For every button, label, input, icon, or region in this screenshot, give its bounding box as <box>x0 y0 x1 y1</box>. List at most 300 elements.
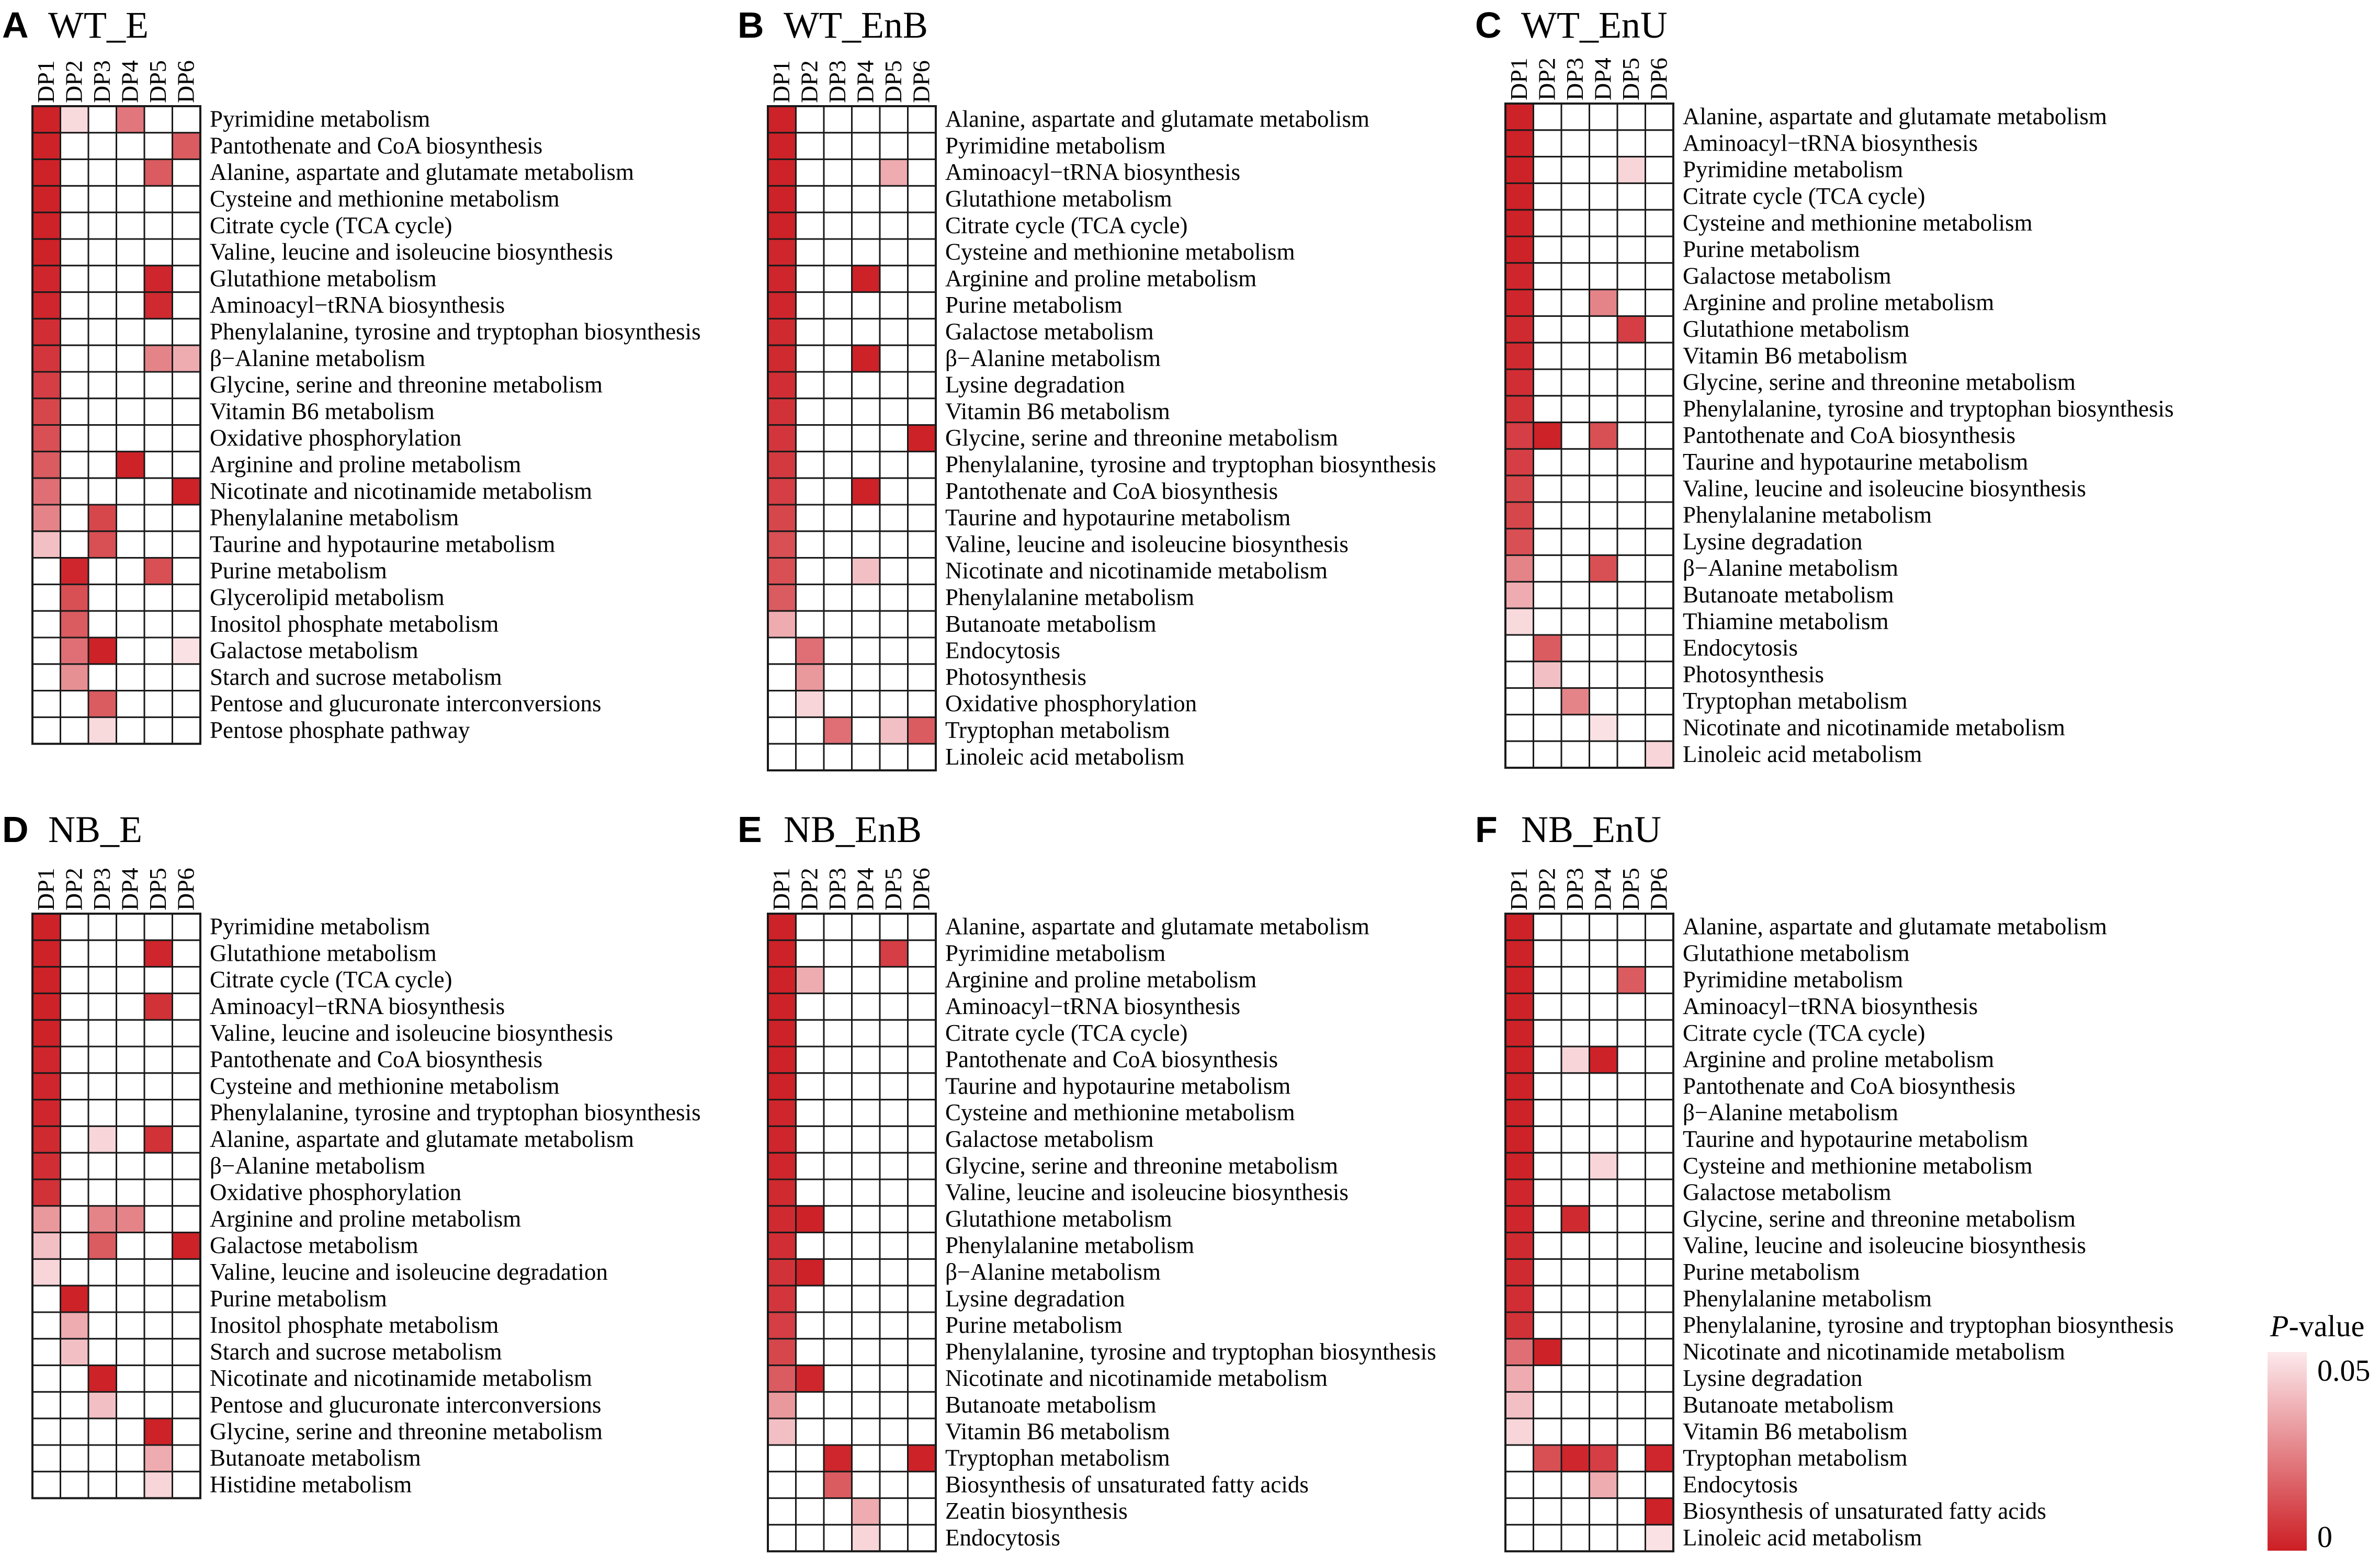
row-label: Purine metabolism <box>945 1312 1123 1338</box>
heatmap-cell <box>796 425 824 452</box>
heatmap-cell <box>32 1179 61 1206</box>
heatmap-cell <box>1534 316 1562 343</box>
heatmap-cell <box>768 1339 796 1366</box>
heatmap-cell <box>144 1206 173 1233</box>
heatmap-cell <box>144 967 173 994</box>
heatmap-cell <box>1617 608 1646 635</box>
heatmap-cell <box>1590 1498 1618 1525</box>
heatmap-cell <box>32 505 61 531</box>
row-label: Aminoacyl−tRNA biosynthesis <box>210 993 505 1020</box>
heatmap-cell <box>1590 1286 1618 1312</box>
heatmap-cell <box>1590 714 1618 741</box>
heatmap-cell <box>1646 369 1674 396</box>
heatmap-cell <box>1561 635 1590 662</box>
heatmap-cell <box>173 266 201 292</box>
heatmap-cell <box>852 505 880 531</box>
column-label: DP3 <box>823 60 851 103</box>
heatmap-cell <box>1617 1126 1646 1153</box>
heatmap-cell <box>796 584 824 611</box>
heatmap-cell <box>852 664 880 691</box>
heatmap-cell <box>824 1153 852 1179</box>
heatmap-cell <box>1505 104 1534 130</box>
row-label: Pantothenate and CoA biosynthesis <box>945 1046 1278 1073</box>
heatmap-cell <box>796 1073 824 1100</box>
heatmap-cell <box>117 1206 145 1233</box>
heatmap-cell <box>1617 449 1646 475</box>
heatmap-cell <box>1505 210 1534 236</box>
heatmap-cell <box>1505 1418 1534 1445</box>
heatmap-cell <box>88 638 117 664</box>
heatmap-cell <box>1590 316 1618 343</box>
heatmap-cell <box>144 1418 173 1445</box>
heatmap-cell <box>768 372 796 399</box>
heatmap-cell <box>768 584 796 611</box>
heatmap-cell <box>824 319 852 345</box>
row-label: Photosynthesis <box>945 664 1087 690</box>
heatmap-cell <box>32 664 61 691</box>
heatmap-cell <box>61 638 89 664</box>
heatmap-cell <box>1590 741 1618 768</box>
heatmap-cell <box>1505 157 1534 184</box>
row-label: Alanine, aspartate and glutamate metabolism <box>210 1126 634 1153</box>
heatmap-cell <box>32 584 61 611</box>
heatmap-cell <box>852 717 880 744</box>
heatmap-cell <box>117 1418 145 1445</box>
heatmap-cell <box>852 1153 880 1179</box>
heatmap-cell <box>32 531 61 558</box>
heatmap-cell <box>144 1392 173 1418</box>
heatmap-cell <box>796 744 824 770</box>
heatmap-cell <box>824 1047 852 1073</box>
heatmap-cell <box>796 993 824 1020</box>
heatmap-cell <box>144 1259 173 1286</box>
heatmap-cell <box>880 1392 908 1418</box>
heatmap-cell <box>824 1312 852 1339</box>
heatmap-cell <box>173 186 201 212</box>
heatmap-cell <box>908 914 936 940</box>
row-label: Nicotinate and nicotinamide metabolism <box>945 1365 1328 1392</box>
row-label: Pantothenate and CoA biosynthesis <box>210 132 543 159</box>
heatmap-cell <box>88 1126 117 1153</box>
heatmap-cell <box>796 106 824 133</box>
row-label: Inositol phosphate metabolism <box>210 610 499 637</box>
heatmap-cell <box>824 638 852 664</box>
heatmap-cell <box>1505 343 1534 369</box>
heatmap-cell <box>908 1339 936 1366</box>
heatmap-cell <box>32 186 61 212</box>
heatmap-cell <box>1505 1286 1534 1312</box>
heatmap-cell <box>32 1153 61 1179</box>
heatmap-cell <box>1505 914 1534 940</box>
heatmap-cell <box>1534 1073 1562 1100</box>
row-label: Vitamin B6 metabolism <box>945 398 1170 425</box>
heatmap-cell <box>1505 130 1534 157</box>
heatmap-cell <box>88 451 117 478</box>
heatmap-cell <box>1646 130 1674 157</box>
heatmap-cell <box>824 186 852 212</box>
row-label: Taurine and hypotaurine metabolism <box>945 1073 1291 1099</box>
heatmap-cell <box>796 478 824 505</box>
heatmap-cell <box>852 266 880 292</box>
column-label: DP2 <box>796 60 823 103</box>
heatmap-cell <box>768 266 796 292</box>
heatmap-cell <box>144 372 173 399</box>
heatmap-cell <box>173 372 201 399</box>
row-label: Taurine and hypotaurine metabolism <box>210 531 556 558</box>
heatmap-cell <box>32 133 61 160</box>
heatmap-cell <box>908 1126 936 1153</box>
heatmap-cell <box>1561 1339 1590 1366</box>
heatmap-cell <box>1646 236 1674 263</box>
heatmap-cell <box>1617 1100 1646 1127</box>
heatmap-cell <box>144 1020 173 1047</box>
heatmap-cell <box>824 940 852 967</box>
row-label: Citrate cycle (TCA cycle) <box>945 1019 1188 1046</box>
heatmap-cell <box>852 993 880 1020</box>
heatmap-cell <box>88 1366 117 1392</box>
heatmap-cell <box>144 425 173 452</box>
heatmap-cell <box>1617 157 1646 184</box>
heatmap-cell <box>1617 290 1646 316</box>
heatmap-cell <box>1561 1498 1590 1525</box>
heatmap-cell <box>1534 475 1562 502</box>
heatmap-cell <box>852 744 880 770</box>
heatmap-cell <box>1505 993 1534 1020</box>
heatmap-cell <box>880 451 908 478</box>
heatmap-cell <box>1534 290 1562 316</box>
heatmap-cell <box>1646 940 1674 967</box>
heatmap-cell <box>61 1153 89 1179</box>
column-label: DP5 <box>1617 58 1644 100</box>
heatmap-cell <box>768 1206 796 1233</box>
heatmap-cell <box>173 1100 201 1127</box>
heatmap-cell <box>1646 1392 1674 1418</box>
heatmap-cell <box>88 372 117 399</box>
heatmap-cell <box>1617 741 1646 768</box>
heatmap-cell <box>1617 1366 1646 1392</box>
row-label: β−Alanine metabolism <box>945 345 1161 371</box>
heatmap-cell <box>880 478 908 505</box>
heatmap-cell <box>880 914 908 940</box>
heatmap-cell <box>117 1020 145 1047</box>
row-label: Pyrimidine metabolism <box>1683 156 1903 183</box>
heatmap-cell <box>908 186 936 212</box>
heatmap-cell <box>1590 688 1618 715</box>
heatmap-cell <box>852 239 880 266</box>
heatmap-cell <box>61 1418 89 1445</box>
heatmap-cell <box>824 1392 852 1418</box>
column-label: DP6 <box>908 60 935 103</box>
panel-title: WT_EnB <box>784 4 928 46</box>
heatmap-cell <box>32 1339 61 1366</box>
heatmap-cell <box>88 266 117 292</box>
row-label: Cysteine and methionine metabolism <box>1683 1152 2033 1179</box>
heatmap-cell <box>1617 529 1646 555</box>
heatmap-cell <box>908 1259 936 1286</box>
heatmap-cell <box>1617 914 1646 940</box>
heatmap-cell <box>144 1153 173 1179</box>
heatmap-cell <box>1505 1179 1534 1206</box>
heatmap-cell <box>908 505 936 531</box>
heatmap-cell <box>1617 1418 1646 1445</box>
heatmap-cell <box>824 425 852 452</box>
heatmap-cell <box>824 1179 852 1206</box>
heatmap-cell <box>824 160 852 186</box>
heatmap-cell <box>88 940 117 967</box>
heatmap-cell <box>117 372 145 399</box>
heatmap-cell <box>880 967 908 994</box>
heatmap-cell <box>1590 236 1618 263</box>
row-label: Vitamin B6 metabolism <box>1683 342 1908 369</box>
heatmap-cell <box>1561 1525 1590 1551</box>
row-label: Lysine degradation <box>1683 528 1863 555</box>
heatmap-cell <box>1617 130 1646 157</box>
heatmap-cell <box>796 1339 824 1366</box>
heatmap-cell <box>1646 316 1674 343</box>
heatmap-cell <box>908 584 936 611</box>
heatmap-cell <box>1590 993 1618 1020</box>
heatmap-cell <box>88 993 117 1020</box>
heatmap-cell <box>61 1286 89 1312</box>
row-label: Arginine and proline metabolism <box>210 451 522 478</box>
heatmap-cell <box>880 1366 908 1392</box>
heatmap-cell <box>173 1392 201 1418</box>
heatmap-cell <box>61 1206 89 1233</box>
heatmap-cell <box>1617 263 1646 290</box>
heatmap-cell <box>1617 1233 1646 1259</box>
heatmap-cell <box>908 133 936 160</box>
heatmap-cell <box>61 1445 89 1472</box>
column-label: DP6 <box>1645 58 1672 100</box>
heatmap-cell <box>1646 157 1674 184</box>
heatmap-cell <box>880 505 908 531</box>
row-label: Galactose metabolism <box>945 319 1154 345</box>
heatmap-cell <box>908 1525 936 1551</box>
heatmap-cell <box>61 1233 89 1259</box>
heatmap-cell <box>880 1206 908 1233</box>
row-label: Phenylalanine, tyrosine and tryptophan biosynthesis <box>1683 395 2174 422</box>
heatmap-cell <box>1590 423 1618 449</box>
heatmap-cell <box>88 345 117 372</box>
heatmap-cell <box>117 1259 145 1286</box>
row-label: Lysine degradation <box>945 1285 1125 1312</box>
heatmap-cell <box>768 319 796 345</box>
column-label: DP1 <box>767 60 795 103</box>
heatmap-cell <box>1534 741 1562 768</box>
heatmap-cell <box>852 1259 880 1286</box>
heatmap-cell <box>1561 183 1590 210</box>
column-label: DP1 <box>767 868 795 911</box>
heatmap-cell <box>880 1233 908 1259</box>
heatmap-cell <box>908 1233 936 1259</box>
heatmap-cell <box>1646 1206 1674 1233</box>
heatmap-cell <box>1561 1312 1590 1339</box>
heatmap-cell <box>1505 555 1534 582</box>
heatmap-cell <box>908 1073 936 1100</box>
row-label: Cysteine and methionine metabolism <box>1683 209 2033 236</box>
heatmap-cell <box>61 664 89 691</box>
column-label: DP1 <box>32 868 59 911</box>
heatmap-cell <box>1646 449 1674 475</box>
row-label: Citrate cycle (TCA cycle) <box>945 212 1188 238</box>
heatmap-cell <box>117 451 145 478</box>
heatmap-cell <box>1617 688 1646 715</box>
heatmap-cell <box>88 292 117 319</box>
heatmap-cell <box>1617 1312 1646 1339</box>
heatmap-cell <box>1505 1047 1534 1073</box>
heatmap-cell <box>117 345 145 372</box>
heatmap-cell <box>852 1498 880 1525</box>
heatmap-cell <box>768 451 796 478</box>
heatmap-cell <box>144 478 173 505</box>
heatmap-cell <box>768 558 796 585</box>
heatmap-cell <box>824 914 852 940</box>
column-label: DP5 <box>879 868 906 911</box>
heatmap-cell <box>173 1286 201 1312</box>
heatmap-cell <box>1617 1472 1646 1498</box>
heatmap-cell <box>1590 1392 1618 1418</box>
column-label: DP5 <box>879 60 906 103</box>
heatmap-cell <box>117 1366 145 1392</box>
heatmap-cell <box>173 584 201 611</box>
heatmap-cell <box>32 1445 61 1472</box>
heatmap-cell <box>908 372 936 399</box>
heatmap-cell <box>1534 967 1562 994</box>
heatmap-cell <box>173 319 201 345</box>
row-label: Oxidative phosphorylation <box>210 425 462 451</box>
heatmap-cell <box>880 1418 908 1445</box>
heatmap-cell <box>1646 1233 1674 1259</box>
row-label: Purine metabolism <box>210 1285 387 1312</box>
heatmap-cell <box>852 1073 880 1100</box>
row-label: Arginine and proline metabolism <box>1683 289 1994 316</box>
heatmap-cell <box>880 1259 908 1286</box>
heatmap-cell <box>144 993 173 1020</box>
heatmap-cell <box>824 1286 852 1312</box>
heatmap-cell <box>32 1126 61 1153</box>
heatmap-cell <box>173 1366 201 1392</box>
row-label: Taurine and hypotaurine metabolism <box>945 504 1291 531</box>
heatmap-cell <box>908 1153 936 1179</box>
heatmap-cell <box>32 1233 61 1259</box>
column-label: DP6 <box>172 60 199 103</box>
heatmap-cell <box>32 425 61 452</box>
heatmap-cell <box>144 292 173 319</box>
heatmap-cell <box>88 1445 117 1472</box>
heatmap-cell <box>144 1472 173 1498</box>
heatmap-cell <box>796 1259 824 1286</box>
row-label: Alanine, aspartate and glutamate metabolism <box>945 913 1369 940</box>
heatmap-cell <box>1505 1392 1534 1418</box>
row-label: Purine metabolism <box>945 292 1123 319</box>
heatmap-cell <box>1561 1233 1590 1259</box>
heatmap-cell <box>768 717 796 744</box>
panel-title: NB_E <box>48 809 142 850</box>
heatmap-cell <box>117 914 145 940</box>
heatmap-cell <box>880 345 908 372</box>
heatmap-cell <box>173 914 201 940</box>
heatmap-cell <box>173 1047 201 1073</box>
heatmap-cell <box>824 451 852 478</box>
heatmap-cell <box>824 1498 852 1525</box>
heatmap-cell <box>1561 1153 1590 1179</box>
heatmap-cell <box>173 691 201 718</box>
heatmap-cell <box>1561 396 1590 423</box>
heatmap-cell <box>61 212 89 239</box>
row-label: Zeatin biosynthesis <box>945 1498 1128 1525</box>
heatmap-cell <box>173 160 201 186</box>
legend-title <box>2270 1309 2364 1343</box>
row-label: Pyrimidine metabolism <box>210 106 430 132</box>
heatmap-cell <box>173 1179 201 1206</box>
heatmap-cell <box>1534 1126 1562 1153</box>
heatmap-cell <box>117 664 145 691</box>
heatmap-cell <box>1590 1525 1618 1551</box>
heatmap-cell <box>908 1020 936 1047</box>
heatmap-cell <box>144 638 173 664</box>
heatmap-cell <box>1561 1206 1590 1233</box>
heatmap-cell <box>173 239 201 266</box>
row-label: Glycine, serine and threonine metabolism <box>1683 369 2076 395</box>
heatmap-cell <box>1590 529 1618 555</box>
heatmap-cell <box>173 558 201 585</box>
heatmap-cell <box>1561 157 1590 184</box>
heatmap-cell <box>796 1179 824 1206</box>
panel-e <box>738 809 1436 1551</box>
heatmap-cell <box>880 691 908 718</box>
row-label: Aminoacyl−tRNA biosynthesis <box>945 993 1241 1020</box>
heatmap-cell <box>1590 343 1618 369</box>
heatmap-cell <box>144 1047 173 1073</box>
heatmap-cell <box>768 478 796 505</box>
heatmap-cell <box>88 717 117 744</box>
column-label: DP2 <box>60 868 87 911</box>
heatmap-cell <box>908 1312 936 1339</box>
column-label: DP5 <box>144 60 171 103</box>
heatmap-cell <box>852 1312 880 1339</box>
heatmap-cell <box>1590 104 1618 130</box>
heatmap-cell <box>852 1233 880 1259</box>
heatmap-cell <box>1561 423 1590 449</box>
heatmap-cell <box>1534 993 1562 1020</box>
heatmap-cell <box>88 1233 117 1259</box>
heatmap-cell <box>824 558 852 585</box>
heatmap-cell <box>88 1259 117 1286</box>
heatmap-cell <box>1617 236 1646 263</box>
heatmap-cell <box>880 531 908 558</box>
heatmap-cell <box>1505 1073 1534 1100</box>
heatmap-cell <box>768 1020 796 1047</box>
heatmap-cell <box>796 1286 824 1312</box>
heatmap-cell <box>1534 635 1562 662</box>
heatmap-cell <box>824 239 852 266</box>
heatmap-cell <box>908 1286 936 1312</box>
heatmap-cell <box>1505 1445 1534 1472</box>
heatmap-cell <box>88 1418 117 1445</box>
heatmap-cell <box>852 940 880 967</box>
heatmap-cell <box>61 531 89 558</box>
heatmap-cell <box>1617 967 1646 994</box>
heatmap-cell <box>1617 1020 1646 1047</box>
heatmap-cell <box>61 1126 89 1153</box>
heatmap-cell <box>88 531 117 558</box>
heatmap-cell <box>61 611 89 638</box>
legend-min-label: 0 <box>2317 1520 2332 1554</box>
heatmap-cell <box>1505 1498 1534 1525</box>
panel-letter: E <box>738 809 762 850</box>
heatmap-cell <box>768 1498 796 1525</box>
heatmap-cell <box>1505 529 1534 555</box>
